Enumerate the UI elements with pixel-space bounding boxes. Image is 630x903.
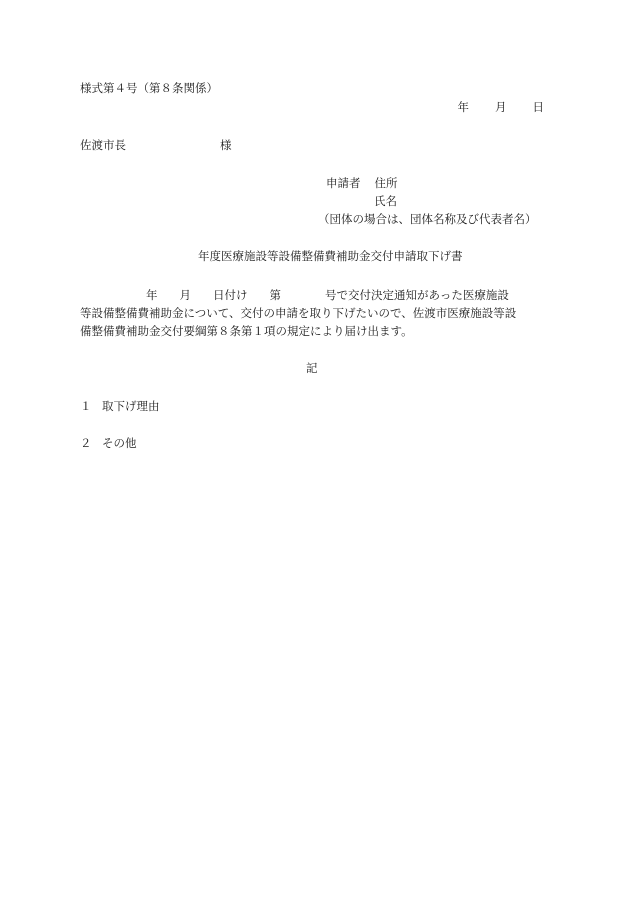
body-line-1: [80, 286, 554, 304]
date-line: [458, 100, 545, 114]
applicant-address-line: [326, 176, 398, 190]
list-item: [80, 399, 160, 413]
item-label: その他: [102, 436, 137, 450]
body-paragraph: [80, 286, 554, 340]
addressee: [80, 138, 232, 152]
body-year-label: 年: [146, 288, 158, 302]
body-line-2: 等設備整備費補助金について、交付の申請を取り下げたいので、佐渡市医療施設等設: [80, 306, 517, 320]
applicant-address-label: 住所: [374, 176, 398, 190]
date-year-label: 年: [457, 100, 469, 114]
addressee-name: 佐渡市長: [80, 138, 126, 152]
item-number: １: [80, 399, 92, 413]
body-line-1-rest: 号で交付決定通知があった医療施設: [325, 288, 509, 302]
list-item: [80, 436, 137, 450]
applicant-group-note: （団体の場合は、団体名称及び代表者名）: [318, 212, 537, 226]
ki-heading: 記: [306, 361, 318, 375]
body-dated-label: 日付け: [213, 288, 248, 302]
item-number: ２: [80, 436, 92, 450]
body-line-3: 備整備費補助金交付要綱第８条第１項の規定により届け出ます。: [80, 324, 413, 338]
date-day-label: 日: [532, 100, 544, 114]
date-month-label: 月: [495, 100, 507, 114]
applicant-name-label: 氏名: [374, 194, 397, 208]
item-label: 取下げ理由: [102, 399, 160, 413]
document-title: 年度医療施設等設備整備費補助金交付申請取下げ書: [198, 249, 463, 263]
body-dai-label: 第: [269, 288, 281, 302]
applicant-label: 申請者: [326, 176, 361, 190]
body-month-label: 月: [179, 288, 191, 302]
addressee-honorific: 様: [220, 138, 232, 152]
form-number: 様式第４号（第８条関係）: [80, 81, 218, 95]
